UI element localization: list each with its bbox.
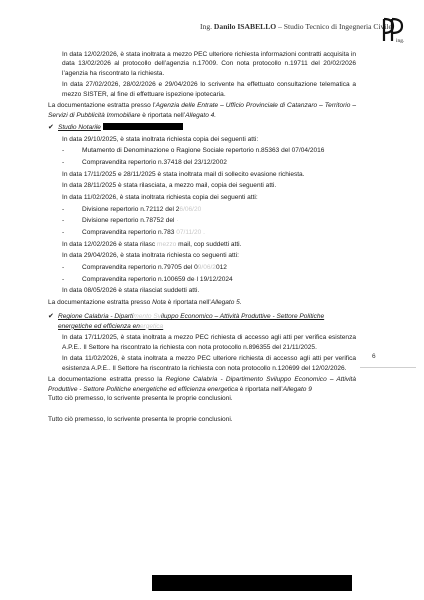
paragraph: In data 11/02/2026, è stata inoltrata richiesta copia dei seguenti atti: bbox=[62, 193, 258, 201]
paragraph: In data 29/04/2026, è stata inoltrata richiesta co seguenti atti: bbox=[62, 252, 239, 260]
header-name: Danilo ISABELLO bbox=[213, 22, 277, 31]
list-item: - Compravendita repertorio n.100659 de·l 19/12/2024 bbox=[62, 275, 233, 283]
header-prefix: Ing. bbox=[200, 22, 214, 31]
section-title: Studio Notarile bbox=[58, 123, 101, 131]
paragraph: In data 17/11/2025, è stata inoltrata a mezzo PEC richiesta di accesso agli atti per verifica esistenza A.P.E.. Il Settore ha riscontrato la richiesta con nota protocollo n.896355 del 21/11/2025. bbox=[62, 334, 356, 351]
paragraph: In data 12/02/2026 è stata rilasc mezzo mail, cop suddetti atti. bbox=[62, 240, 242, 248]
list-item: - Divisione repertorio n.72112 del 26/06/20 bbox=[62, 205, 202, 213]
paragraph: La documentazione estratta presso Nota è riportata nell’Allegato 5. bbox=[48, 299, 242, 307]
paragraph: In data 11/02/2026, è stata inoltrata a mezzo PEC ulteriore richiesta di accesso agli atti per verifica esistenza A.P.E.. Il Settore ha riscontrato la richiesta con nota protocollo n.120699 del 12/02/2026. bbox=[62, 355, 356, 372]
page-number: 6 bbox=[372, 353, 376, 360]
paragraph: In data 28/11/2025 è stata rilasciata, a mezzo mail, copia dei seguenti atti. bbox=[62, 182, 277, 190]
list-item: - Compravendita repertorio n.37418 del 23/12/2002 bbox=[62, 158, 227, 166]
redaction-bar bbox=[152, 575, 352, 591]
document-list bbox=[48, 205, 356, 238]
list-item: - Compravendita repertorio n.783 07/11/20 . bbox=[62, 229, 205, 237]
paragraph: In data 17/11/2025 e 28/11/2025 è stata inoltrata mail di sollecito evasione richiesta. bbox=[62, 170, 305, 178]
checkmark-icon: ✔ bbox=[48, 313, 54, 321]
paragraph: In data 08/05/2026 è stata rilasciat suddetti atti. bbox=[62, 287, 200, 295]
paragraph bbox=[48, 101, 356, 120]
list-item: - Divisione repertorio n.78752 del · bbox=[62, 217, 179, 225]
closing-paragraph: Tutto ciò premesso, lo scrivente presenta le proprie conclusioni. bbox=[48, 416, 233, 424]
text-run: è riportata nell’ bbox=[140, 111, 186, 119]
checkmark-icon: ✔ bbox=[48, 123, 54, 131]
header-title bbox=[200, 22, 392, 31]
list-item: - Mutamento di Denominazione o Ragione Sociale repertorio n.85363 del 07/04/2016 bbox=[62, 147, 325, 155]
text-run: Agenzia delle Entrate – Ufficio Provinciale di Catanzaro – Territorio – Servizi di Pubblicità Immobiliare bbox=[48, 102, 356, 119]
section-notaio bbox=[48, 123, 356, 132]
header-suffix: – Studio Tecnico di Ingegneria Civile bbox=[276, 22, 392, 31]
logo-subtitle: ing. bbox=[396, 38, 405, 44]
page-header bbox=[200, 16, 410, 54]
section-title: Regione Calabria - Dipartimento Sviluppo Economico – Attività Produttive - Settore Politiche energetiche ed efficienza energetica bbox=[58, 313, 325, 330]
document-body bbox=[48, 50, 356, 425]
paragraph: In data 27/02/2026, 28/02/2026 e 29/04/2026 lo scrivente ha effettuato consultazione telematica a mezzo SISTER, al fine di effettuare ispezione ipotecaria. bbox=[62, 81, 356, 98]
text-run: Allegato 4. bbox=[185, 111, 217, 119]
paragraph: In data 29/10/2025, è stata inoltrata richiesta copia dei seguenti atti: bbox=[62, 135, 259, 143]
text-run: La documentazione estratta presso l’ bbox=[48, 102, 156, 110]
section-regione bbox=[48, 312, 356, 331]
page-number-rule bbox=[360, 367, 416, 368]
list-item: - Compravendita repertorio n.79705 del 09/06/2012 bbox=[62, 264, 227, 272]
document-list bbox=[48, 263, 356, 284]
redaction-bar bbox=[103, 123, 183, 130]
document-list bbox=[48, 146, 356, 167]
paragraph: In data 12/02/2026, è stata inoltrata a mezzo PEC ulteriore richiesta informazioni contratti acquisita in data 13/02/2026 al protocollo dell’agenzia n.17009. Con nota protocollo n.19711 del 20/02/2026 l’agenzia ha riscontrato la richiesta. bbox=[62, 51, 356, 77]
paragraph: Tutto ciò premesso, lo scrivente presenta le proprie conclusioni. bbox=[48, 395, 233, 403]
paragraph: La documentazione estratta presso la Regione Calabria - Dipartimento Sviluppo Economico – Attività Produttive - Settore Politiche energetiche ed efficienza energetica è riportata nell’Allegato 9 bbox=[48, 376, 357, 393]
